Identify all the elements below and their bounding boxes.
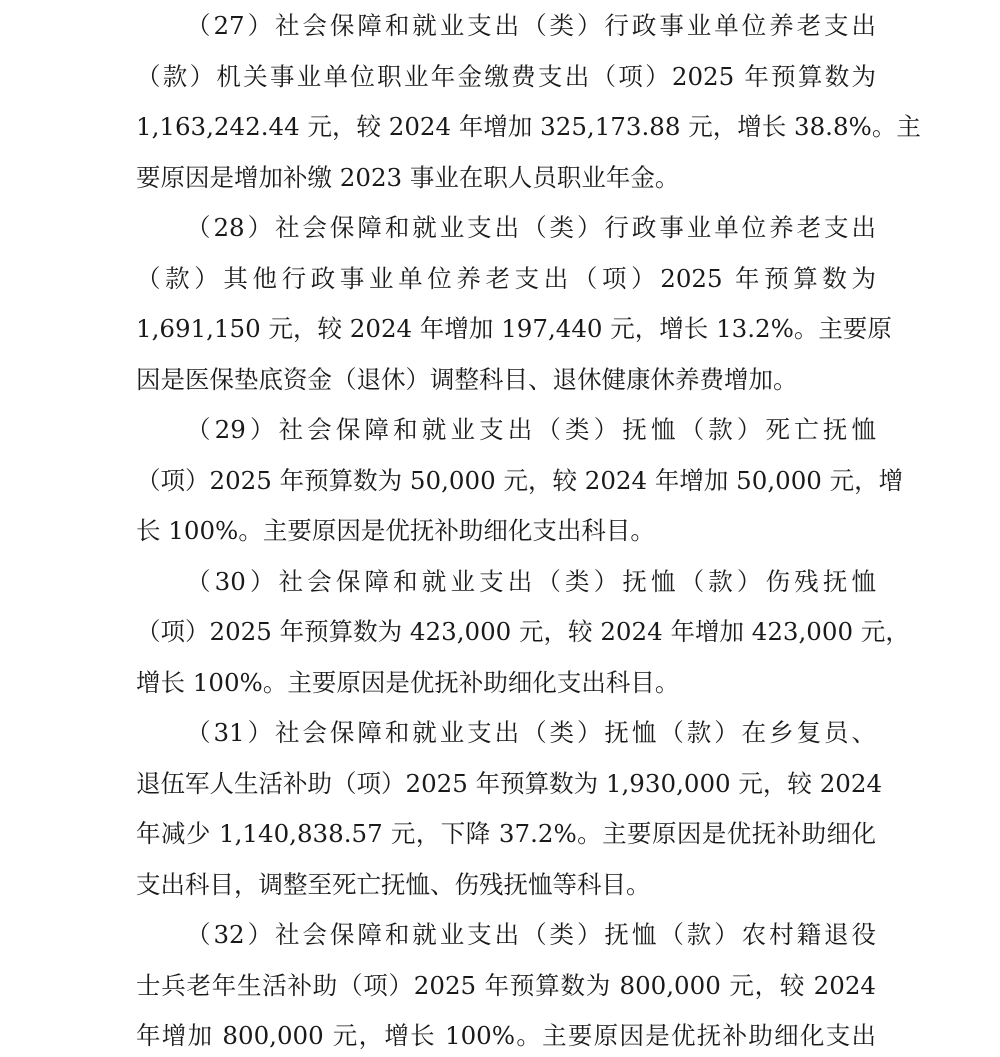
paragraph-32-line-3: 年增加 800,000 元，增长 100%。主要原因是优抚补助细化支出 <box>136 1021 876 1050</box>
paragraph-27-line-3: 1,163,242.44 元，较 2024 年增加 325,173.88 元，增长 38.8%。主 <box>136 112 921 141</box>
paragraph-31-line-3: 年减少 1,140,838.57 元，下降 37.2%。主要原因是优抚补助细化 <box>136 819 876 848</box>
paragraph-29-line-3: 长 100%。主要原因是优抚补助细化支出科目。 <box>136 516 655 545</box>
paragraph-30-line-1: （30）社会保障和就业支出（类）抚恤（款）伤残抚恤 <box>186 567 876 596</box>
paragraph-27-line-4: 要原因是增加补缴 2023 事业在职人员职业年金。 <box>136 163 680 192</box>
paragraph-27-line-2: （款）机关事业单位职业年金缴费支出（项）2025 年预算数为 <box>136 62 876 91</box>
paragraph-29-line-1: （29）社会保障和就业支出（类）抚恤（款）死亡抚恤 <box>186 415 876 444</box>
paragraph-29-line-2: （项）2025 年预算数为 50,000 元，较 2024 年增加 50,000 元，增 <box>136 466 904 495</box>
paragraph-31-line-1: （31）社会保障和就业支出（类）抚恤（款）在乡复员、 <box>186 718 876 747</box>
paragraph-30-line-2: （项）2025 年预算数为 423,000 元，较 2024 年增加 423,000 元， <box>136 617 910 646</box>
paragraph-28-line-4: 因是医保垫底资金（退休）调整科目、退休健康休养费增加。 <box>136 365 798 394</box>
paragraph-28-line-2: （款）其他行政事业单位养老支出（项）2025 年预算数为 <box>136 264 876 293</box>
paragraph-32-line-2: 士兵老年生活补助（项）2025 年预算数为 800,000 元，较 2024 <box>136 971 876 1000</box>
paragraph-30-line-3: 增长 100%。主要原因是优抚补助细化支出科目。 <box>136 668 680 697</box>
paragraph-28-line-1: （28）社会保障和就业支出（类）行政事业单位养老支出 <box>186 213 876 242</box>
paragraph-31-line-4: 支出科目，调整至死亡抚恤、伤残抚恤等科目。 <box>136 870 651 899</box>
paragraph-32-line-1: （32）社会保障和就业支出（类）抚恤（款）农村籍退役 <box>186 920 876 949</box>
paragraph-28-line-3: 1,691,150 元，较 2024 年增加 197,440 元，增长 13.2%。主要原 <box>136 314 892 343</box>
paragraph-31-line-2: 退伍军人生活补助（项）2025 年预算数为 1,930,000 元，较 2024 <box>136 769 883 798</box>
paragraph-27-line-1: （27）社会保障和就业支出（类）行政事业单位养老支出 <box>186 11 876 40</box>
